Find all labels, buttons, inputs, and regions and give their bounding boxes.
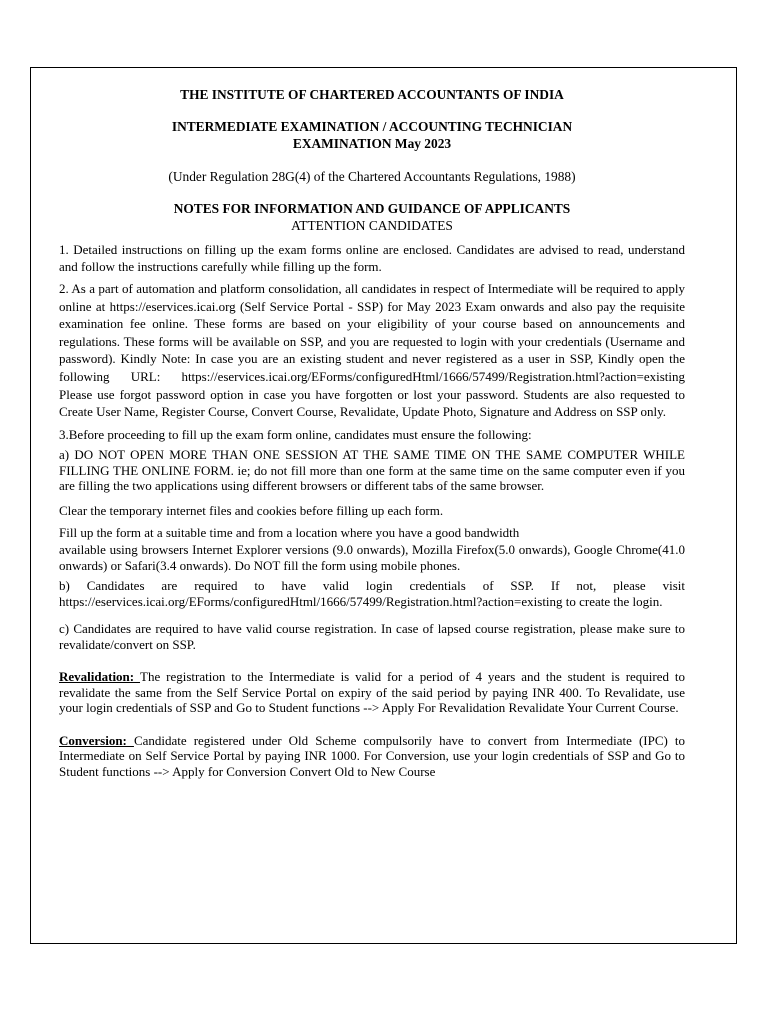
conversion-text: Candidate registered under Old Scheme compulsorily have to convert from Intermediate (IPC) to Intermediate on Self Service Portal by paying INR 1000. For Conversion, use your login credentials of SSP and Go to Student functions --> Apply for Conversion Convert Old to New Course [59, 732, 686, 779]
document-body [59, 86, 685, 779]
fill-up-line1: Fill up the form at a suitable time and from a location where you have a good bandwidth [59, 525, 520, 541]
exam-title-line1: INTERMEDIATE EXAMINATION / ACCOUNTING TECHNICIAN [171, 119, 573, 135]
revalidation-text: The registration to the Intermediate is valid for a period of 4 years and the student is required to revalidate the same from the Self Service Portal on expiry of the said period by paying INR 400. To Revalidate, use your login credentials of SSP and Go to Student functions --> Apply For Revalidation Revalidate Your Current Course. [59, 669, 685, 716]
fill-up-line2: available using browsers Internet Explorer versions (9.0 onwards), Mozilla Firefox(5.0 onwards), Google Chrome(41.0 onwards) or Safari(3.4 onwards). Do NOT fill the form using mobile phones. [59, 542, 685, 573]
conversion-section [59, 733, 685, 780]
paragraph-2: 2. As a part of automation and platform consolidation, all candidates in respect of Intermediate will be required to apply online at https://eservices.icai.org (Self Service Portal - SSP) for May 2023 Exam onwards and also pay the requisite examination fee online. These forms are based on your eligibility of your course based on announcements and regulations. These forms will be available on SSP, and you are requested to login with your credentials (Username and password). Kindly Note: In case you are an existing student and never registered as a user in SSP, Kindly open the following URL: https://eservices.icai.org/EForms/configuredHtml/1666/57499/Registration.html?action=existing Please use forgot password option in case you have forgotten or lost your password. Students are also requested to Create User Name, Register Course, Convert Course, Revalidate, Update Photo, Signature and Address on SSP only. [59, 281, 685, 420]
paragraph-1: 1. Detailed instructions on filling up the exam forms online are enclosed. Candidates are advised to read, understand and follow the instructions carefully while filling up the form. [59, 241, 685, 275]
paragraph-3: 3.Before proceeding to fill up the exam form online, candidates must ensure the following: [59, 426, 532, 442]
item-b: b) Candidates are required to have valid login credentials of SSP. If not, please visit https://eservices.icai.org/EForms/configuredHtml/1666/57499/Registration.html?action=existing to create the login. [59, 578, 685, 609]
attention-heading: ATTENTION CANDIDATES [291, 218, 453, 234]
exam-title-line2: EXAMINATION May 2023 [292, 136, 452, 152]
revalidation-label: Revalidation: [59, 669, 141, 685]
notes-title: NOTES FOR INFORMATION AND GUIDANCE OF APPLICANTS [173, 201, 571, 217]
item-a: a) DO NOT OPEN MORE THAN ONE SESSION AT THE SAME TIME ON THE SAME COMPUTER WHILE FILLING THE ONLINE FORM. ie; do not fill more than one form at the same time on the same computer even if you are filling the two applications using different browsers or different tabs of the same browser. [59, 447, 685, 494]
institute-title: THE INSTITUTE OF CHARTERED ACCOUNTANTS OF INDIA [180, 87, 564, 102]
revalidation-section [59, 669, 685, 716]
regulation-note: (Under Regulation 28G(4) of the Chartered Accountants Regulations, 1988) [168, 168, 576, 184]
clear-temp-files: Clear the temporary internet files and cookies before filling up each form. [59, 502, 444, 518]
conversion-label: Conversion: [59, 732, 134, 748]
item-c: c) Candidates are required to have valid course registration. In case of lapsed course registration, please make sure to revalidate/convert on SSP. [59, 621, 685, 652]
